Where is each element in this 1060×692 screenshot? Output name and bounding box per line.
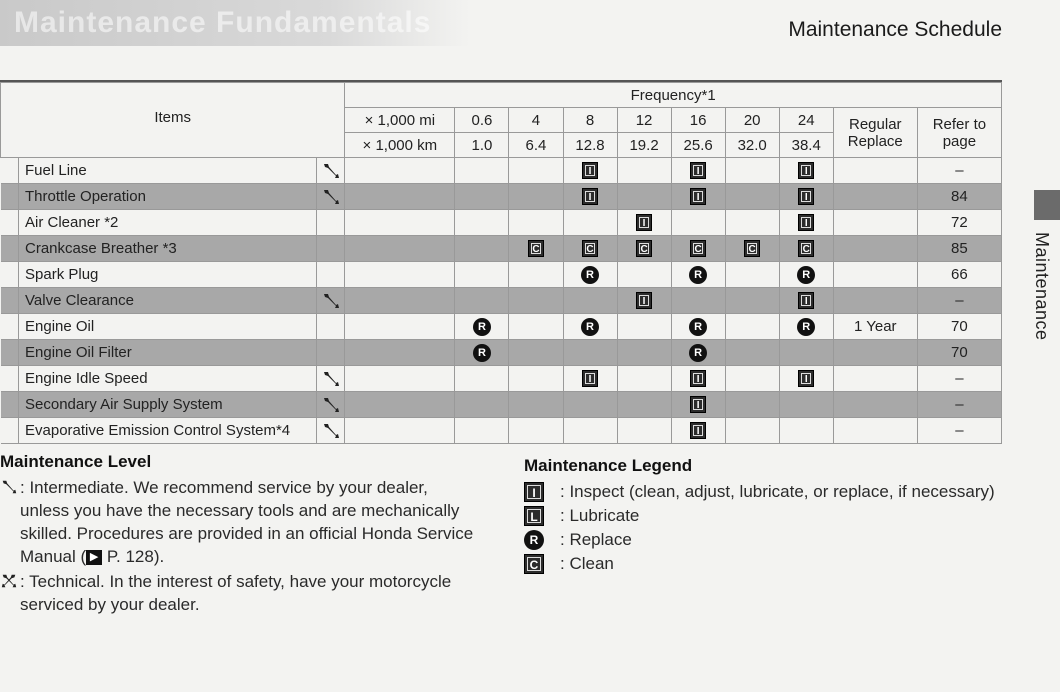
maintenance-level-cell [317,392,345,418]
wrench-technical-icon [0,570,20,595]
regular-replace-cell [833,366,917,392]
legend-mark-r: R [524,530,544,550]
schedule-cell [779,314,833,340]
schedule-cell [671,288,725,314]
schedule-cell [725,158,779,184]
schedule-cell [725,288,779,314]
schedule-cell [563,184,617,210]
item-name: Engine Oil Filter [19,340,317,366]
schedule-cell [617,418,671,444]
schedule-cell [563,288,617,314]
freq-mi-cell: 4 [509,108,563,133]
legend-text: : Lubricate [560,506,640,525]
refer-page-cell[interactable]: – [917,158,1001,184]
schedule-cell [725,210,779,236]
legend-item [524,480,1024,504]
wrench-icon [321,291,341,311]
table-row [1,236,1002,262]
unit-spacer-cell [345,366,455,392]
schedule-mark-i: I [798,370,814,387]
schedule-mark-i: I [690,188,706,205]
regular-replace-cell [833,392,917,418]
row-edge-cell [1,184,19,210]
maintenance-legend-section [524,456,1024,576]
unit-spacer-cell [345,314,455,340]
schedule-cell [671,340,725,366]
schedule-cell [725,262,779,288]
row-edge-cell [1,340,19,366]
refer-page-cell[interactable]: – [917,288,1001,314]
schedule-cell [455,210,509,236]
maintenance-level-cell [317,184,345,210]
service-manual-reference[interactable]: P. 128 [106,547,154,566]
schedule-cell [725,366,779,392]
item-name: Fuel Line [19,158,317,184]
item-name: Engine Idle Speed [19,366,317,392]
legend-item [524,504,1024,528]
legend-symbol [524,554,560,575]
item-name: Engine Oil [19,314,317,340]
schedule-cell [617,262,671,288]
freq-km-cell: 19.2 [617,133,671,158]
schedule-mark-i: I [690,422,706,439]
schedule-cell [563,314,617,340]
schedule-cell [617,340,671,366]
regular-replace-header: Regular Replace [833,108,917,158]
schedule-cell [779,210,833,236]
schedule-cell [455,262,509,288]
side-tab-label[interactable]: Maintenance [1032,232,1052,341]
schedule-cell [725,314,779,340]
schedule-mark-r: R [473,344,491,362]
schedule-mark-c: C [744,240,760,257]
schedule-cell [671,314,725,340]
unit-spacer-cell [345,158,455,184]
schedule-cell [509,392,563,418]
regular-replace-cell [833,288,917,314]
item-name: Evaporative Emission Control System*4 [19,418,317,444]
schedule-cell [725,392,779,418]
refer-page-cell[interactable]: – [917,418,1001,444]
row-edge-cell [1,366,19,392]
freq-mi-cell: 20 [725,108,779,133]
refer-to-page-header: Refer to page [917,108,1001,158]
legend-item [524,528,1024,552]
item-name: Air Cleaner *2 [19,210,317,236]
schedule-cell [563,340,617,366]
unit-spacer-cell [345,418,455,444]
schedule-cell [563,392,617,418]
legend-symbol [524,482,560,503]
maintenance-level-cell [317,366,345,392]
schedule-cell [725,418,779,444]
schedule-mark-r: R [689,266,707,284]
row-edge-cell [1,314,19,340]
schedule-cell [455,314,509,340]
schedule-cell [617,366,671,392]
freq-mi-cell: 0.6 [455,108,509,133]
side-tab-marker[interactable] [1034,190,1060,220]
schedule-cell [725,340,779,366]
refer-page-cell[interactable]: – [917,392,1001,418]
items-header: Items [1,83,345,158]
schedule-cell [671,210,725,236]
unit-spacer-cell [345,392,455,418]
schedule-cell [779,418,833,444]
intermediate-text: : Intermediate. We recommend service by your dealer, unless you have the necessary tools and are mechanically skilled. Procedures are provided in an official Honda Service Manual ( [20,478,474,566]
regular-replace-cell [833,158,917,184]
schedule-mark-i: I [690,370,706,387]
schedule-cell [779,392,833,418]
maintenance-level-cell [317,340,345,366]
table-row [1,158,1002,184]
unit-spacer-cell [345,184,455,210]
schedule-cell [563,236,617,262]
unit-spacer-cell [345,262,455,288]
schedule-cell [779,262,833,288]
legend-text: : Inspect (clean, adjust, lubricate, or replace, if necessary) [560,482,995,501]
wrench-icon [321,187,341,207]
table-row [1,262,1002,288]
schedule-cell [617,392,671,418]
maintenance-level-cell [317,158,345,184]
schedule-mark-c: C [636,240,652,257]
maintenance-level-cell [317,236,345,262]
row-edge-cell [1,262,19,288]
schedule-cell [509,158,563,184]
legend-item [524,552,1024,576]
schedule-mark-r: R [797,266,815,284]
wrench-icon [321,395,341,415]
maintenance-level-cell [317,262,345,288]
schedule-mark-r: R [689,344,707,362]
schedule-cell [455,184,509,210]
freq-mi-cell: 24 [779,108,833,133]
freq-km-cell: 32.0 [725,133,779,158]
unit-spacer-cell [345,210,455,236]
maintenance-legend-title: Maintenance Legend [524,456,693,475]
schedule-cell [779,288,833,314]
schedule-cell [779,366,833,392]
legend-mark-i: I [524,482,544,502]
schedule-mark-i: I [636,214,652,231]
regular-replace-cell [833,340,917,366]
page-reference-arrow-icon: ▶ [86,550,102,565]
schedule-cell [509,340,563,366]
row-edge-cell [1,158,19,184]
regular-replace-cell: 1 Year [833,314,917,340]
table-row [1,418,1002,444]
unit-mi-label: × 1,000 mi [345,108,455,133]
row-edge-cell [1,392,19,418]
schedule-mark-r: R [473,318,491,336]
refer-page-cell[interactable]: 70 [917,314,1001,340]
freq-km-cell: 12.8 [563,133,617,158]
table-row [1,392,1002,418]
freq-mi-cell: 12 [617,108,671,133]
unit-spacer-cell [345,288,455,314]
schedule-cell [617,158,671,184]
schedule-mark-i: I [798,188,814,205]
schedule-cell [617,184,671,210]
table-row [1,366,1002,392]
item-name: Throttle Operation [19,184,317,210]
freq-km-cell: 6.4 [509,133,563,158]
schedule-cell [725,236,779,262]
schedule-cell [617,210,671,236]
schedule-cell [455,418,509,444]
item-name: Secondary Air Supply System [19,392,317,418]
schedule-cell [509,262,563,288]
legend-text: : Clean [560,554,614,573]
schedule-mark-r: R [581,318,599,336]
schedule-cell [671,418,725,444]
regular-replace-cell [833,418,917,444]
item-name: Valve Clearance [19,288,317,314]
row-edge-cell [1,210,19,236]
intermediate-text-end: ). [153,547,165,566]
freq-km-cell: 38.4 [779,133,833,158]
page-title: Maintenance Schedule [788,18,1002,41]
freq-km-cell: 25.6 [671,133,725,158]
refer-page-cell[interactable]: 85 [917,236,1001,262]
technical-level-row [0,570,480,616]
regular-replace-cell [833,262,917,288]
schedule-cell [779,340,833,366]
freq-mi-cell: 8 [563,108,617,133]
schedule-cell [563,262,617,288]
regular-replace-cell [833,236,917,262]
unit-spacer-cell [345,340,455,366]
schedule-mark-c: C [528,240,544,257]
table-row [1,184,1002,210]
frequency-header: Frequency*1 [345,83,1002,108]
wrench-icon [321,421,341,441]
schedule-cell [671,184,725,210]
table-row [1,340,1002,366]
maintenance-level-section [0,452,480,616]
legend-symbol [524,506,560,527]
refer-page-cell[interactable]: 66 [917,262,1001,288]
item-name: Spark Plug [19,262,317,288]
schedule-mark-r: R [797,318,815,336]
maintenance-schedule-table [0,82,1002,444]
schedule-cell [455,236,509,262]
schedule-cell [671,158,725,184]
schedule-cell [455,158,509,184]
schedule-cell [455,288,509,314]
table-row [1,314,1002,340]
schedule-cell [671,236,725,262]
legend-mark-l: L [524,506,544,526]
schedule-mark-i: I [636,292,652,309]
schedule-cell [563,158,617,184]
table-row [1,210,1002,236]
schedule-cell [617,314,671,340]
legend-symbol [524,530,560,551]
maintenance-level-cell [317,210,345,236]
schedule-mark-i: I [798,162,814,179]
schedule-cell [509,418,563,444]
schedule-cell [563,418,617,444]
schedule-cell [563,210,617,236]
freq-mi-cell: 16 [671,108,725,133]
schedule-cell [509,288,563,314]
schedule-mark-c: C [690,240,706,257]
schedule-cell [725,184,779,210]
schedule-mark-r: R [689,318,707,336]
intermediate-level-row [0,476,480,568]
schedule-cell [509,366,563,392]
schedule-mark-i: I [582,188,598,205]
schedule-mark-i: I [582,370,598,387]
unit-km-label: × 1,000 km [345,133,455,158]
schedule-cell [509,236,563,262]
schedule-mark-i: I [690,162,706,179]
regular-replace-cell [833,184,917,210]
intermediate-level-text [20,476,480,568]
schedule-cell [455,366,509,392]
schedule-cell [617,236,671,262]
unit-spacer-cell [345,236,455,262]
schedule-mark-i: I [798,292,814,309]
schedule-mark-i: I [582,162,598,179]
row-edge-cell [1,236,19,262]
schedule-cell [455,392,509,418]
maintenance-level-cell [317,418,345,444]
refer-page-cell[interactable]: 70 [917,340,1001,366]
schedule-mark-i: I [690,396,706,413]
schedule-mark-c: C [798,240,814,257]
maintenance-level-cell [317,288,345,314]
schedule-mark-i: I [798,214,814,231]
schedule-cell [671,262,725,288]
freq-km-cell: 1.0 [455,133,509,158]
schedule-cell [779,236,833,262]
wrench-icon [321,369,341,389]
regular-replace-cell [833,210,917,236]
schedule-mark-r: R [581,266,599,284]
ghost-header-title: Maintenance Fundamentals [14,6,432,39]
wrench-icon [321,161,341,181]
refer-page-cell[interactable]: 72 [917,210,1001,236]
schedule-cell [509,314,563,340]
schedule-cell [509,210,563,236]
schedule-cell [671,392,725,418]
maintenance-level-title: Maintenance Level [0,452,152,471]
maintenance-level-cell [317,314,345,340]
schedule-cell [617,288,671,314]
schedule-mark-c: C [582,240,598,257]
item-name: Crankcase Breather *3 [19,236,317,262]
schedule-cell [779,184,833,210]
ghost-header-band [0,0,470,46]
table-row [1,288,1002,314]
refer-page-cell[interactable]: 84 [917,184,1001,210]
schedule-cell [563,366,617,392]
row-edge-cell [1,288,19,314]
refer-page-cell[interactable]: – [917,366,1001,392]
legend-text: : Replace [560,530,632,549]
row-edge-cell [1,418,19,444]
schedule-cell [455,340,509,366]
wrench-icon [0,476,20,501]
technical-level-text: : Technical. In the interest of safety, have your motorcycle serviced by your dealer. [20,572,452,614]
schedule-cell [671,366,725,392]
schedule-cell [779,158,833,184]
legend-mark-c: C [524,554,544,574]
schedule-cell [509,184,563,210]
